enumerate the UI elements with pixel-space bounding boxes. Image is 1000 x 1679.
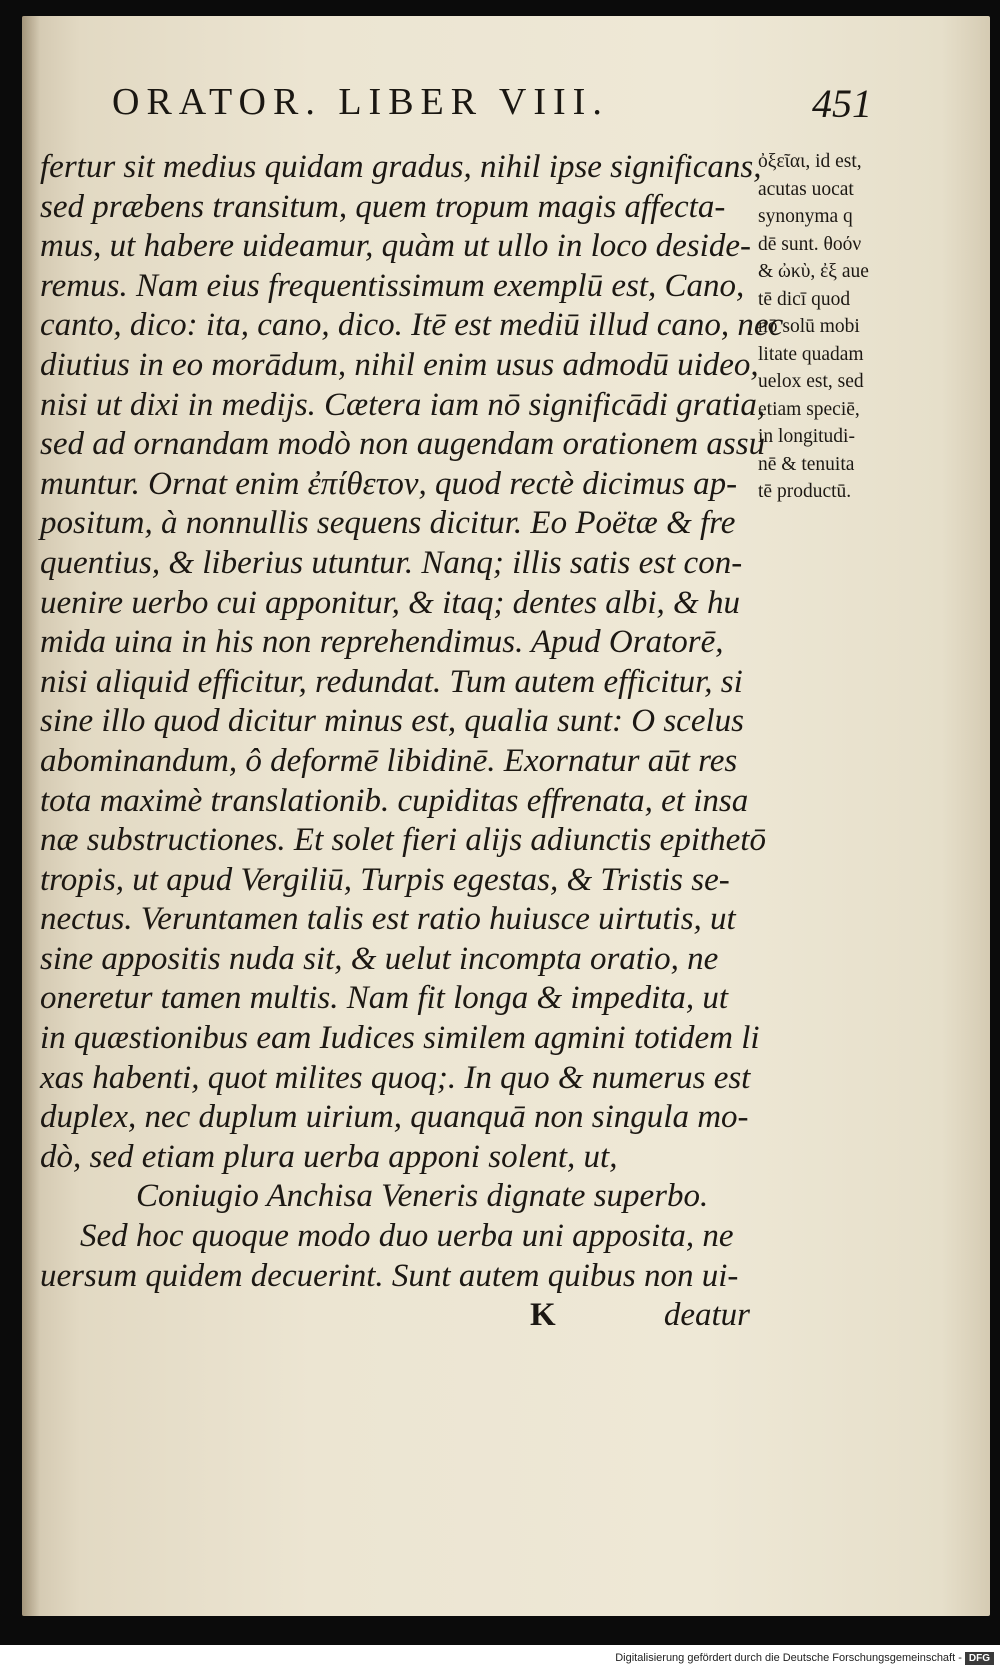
verse-quotation: Coniugio Anchisa Veneris dignate superbo. [136,1178,709,1215]
text-line: næ substructiones. Et solet fieri alijs adiunctis epithetō [40,822,766,859]
text-line: muntur. Ornat enim ἐπίθετον, quod rectè dicimus ap- [40,465,738,502]
text-line: Sed hoc quoque modo duo uerba uni apposita, ne [80,1218,734,1255]
marginal-note-line: acutas uocat [758,178,854,200]
text-line: mus, ut habere uideamur, quàm ut ullo in loco deside- [40,228,751,265]
direction-line [40,1296,752,1336]
text-line: nisi aliquid efficitur, redundat. Tum autem efficitur, si [40,663,743,700]
gutter-shadow [22,16,40,1616]
marginal-note-line: dē sunt. θοόν [758,233,862,255]
text-line: duplex, nec duplum uirium, quanquā non singula mo- [40,1099,749,1136]
text-line: sed præbens transitum, quem tropum magis affecta- [40,188,726,225]
page-number: 451 [812,81,872,126]
text-line: xas habenti, quot milites quoq;. In quo & numerus est [40,1059,751,1096]
text-line: diutius in eo morādum, nihil enim usus admodū uideo, [40,346,759,383]
text-line: tota maximè translationib. cupiditas effrenata, et insa [40,782,749,819]
text-line: tropis, ut apud Vergiliū, Turpis egestas, & Tristis se- [40,861,730,898]
text-line: quentius, & liberius utuntur. Nanq; illis satis est con- [40,544,743,581]
text-line: oneretur tamen multis. Nam fit longa & impedita, ut [40,980,729,1017]
marginal-note-line: & ὠκὺ, ἐξ aue [758,261,869,282]
text-line: sine illo quod dicitur minus est, qualia sunt: O scelus [40,703,744,740]
text-line: nectus. Veruntamen talis est ratio huiusce uirtutis, ut [40,901,736,938]
marginal-note-line: nō solū mobi [758,316,860,337]
text-line: fertur sit medius quidam gradus, nihil ipse significans, [40,149,762,185]
text-line: abominandum, ô deformē libidinē. Exornatur aūt res [40,742,738,779]
text-line: sed ad ornandam modò non augendam orationem assu [40,426,766,463]
text-line: dò, sed etiam plura uerba apponi solent, ut, [40,1138,618,1175]
marginal-note-line: in longitudi- [758,426,855,447]
digitization-footer [0,1652,994,1665]
marginal-note-line: etiam speciē, [758,398,860,420]
marginal-note-line: tē dicī quod [758,288,851,310]
text-line: in quæstionibus eam Iudices similem agmini totidem li [40,1020,760,1057]
text-line: remus. Nam eius frequentissimum exemplū est, Cano, [40,267,745,304]
main-text-block [40,148,784,1336]
running-head-title: ORATOR. LIBER VIII. [112,81,609,123]
marginal-note-line: uelox est, sed [758,371,864,392]
text-line: uersum quidem decuerint. Sunt autem quibus non ui- [40,1257,739,1294]
marginal-note-line: ὀξεῖαι, id est, [758,151,862,172]
marginal-note [758,148,908,506]
text-line: uenire uerbo cui apponitur, & itaq; dentes albi, & hu [40,584,740,621]
marginal-note-line: tē productū. [758,481,852,502]
marginal-note-line: synonyma q [758,206,853,227]
marginal-note-line: litate quadam [758,343,864,365]
text-line: canto, dico: ita, cano, dico. Itē est mediū illud cano, nec [40,307,784,344]
catchword: deatur [663,1297,750,1334]
dfg-logo: DFG [965,1652,994,1665]
text-line: sine appositis nuda sit, & uelut incompta oratio, ne [40,940,719,977]
marginal-note-line: nē & tenuita [758,453,855,475]
text-line: nisi ut dixi in medijs. Cætera iam nō significādi gratia, [40,386,766,423]
text-line: positum, à nonnullis sequens dicitur. Eo Poëtæ & fre [40,505,736,542]
footer-credit: Digitalisierung gefördert durch die Deutsche Forschungsgemeinschaft - [615,1652,962,1664]
running-head [112,80,892,130]
signature-mark: K [530,1297,556,1334]
text-line: mida uina in his non reprehendimus. Apud Oratorē, [40,624,724,661]
